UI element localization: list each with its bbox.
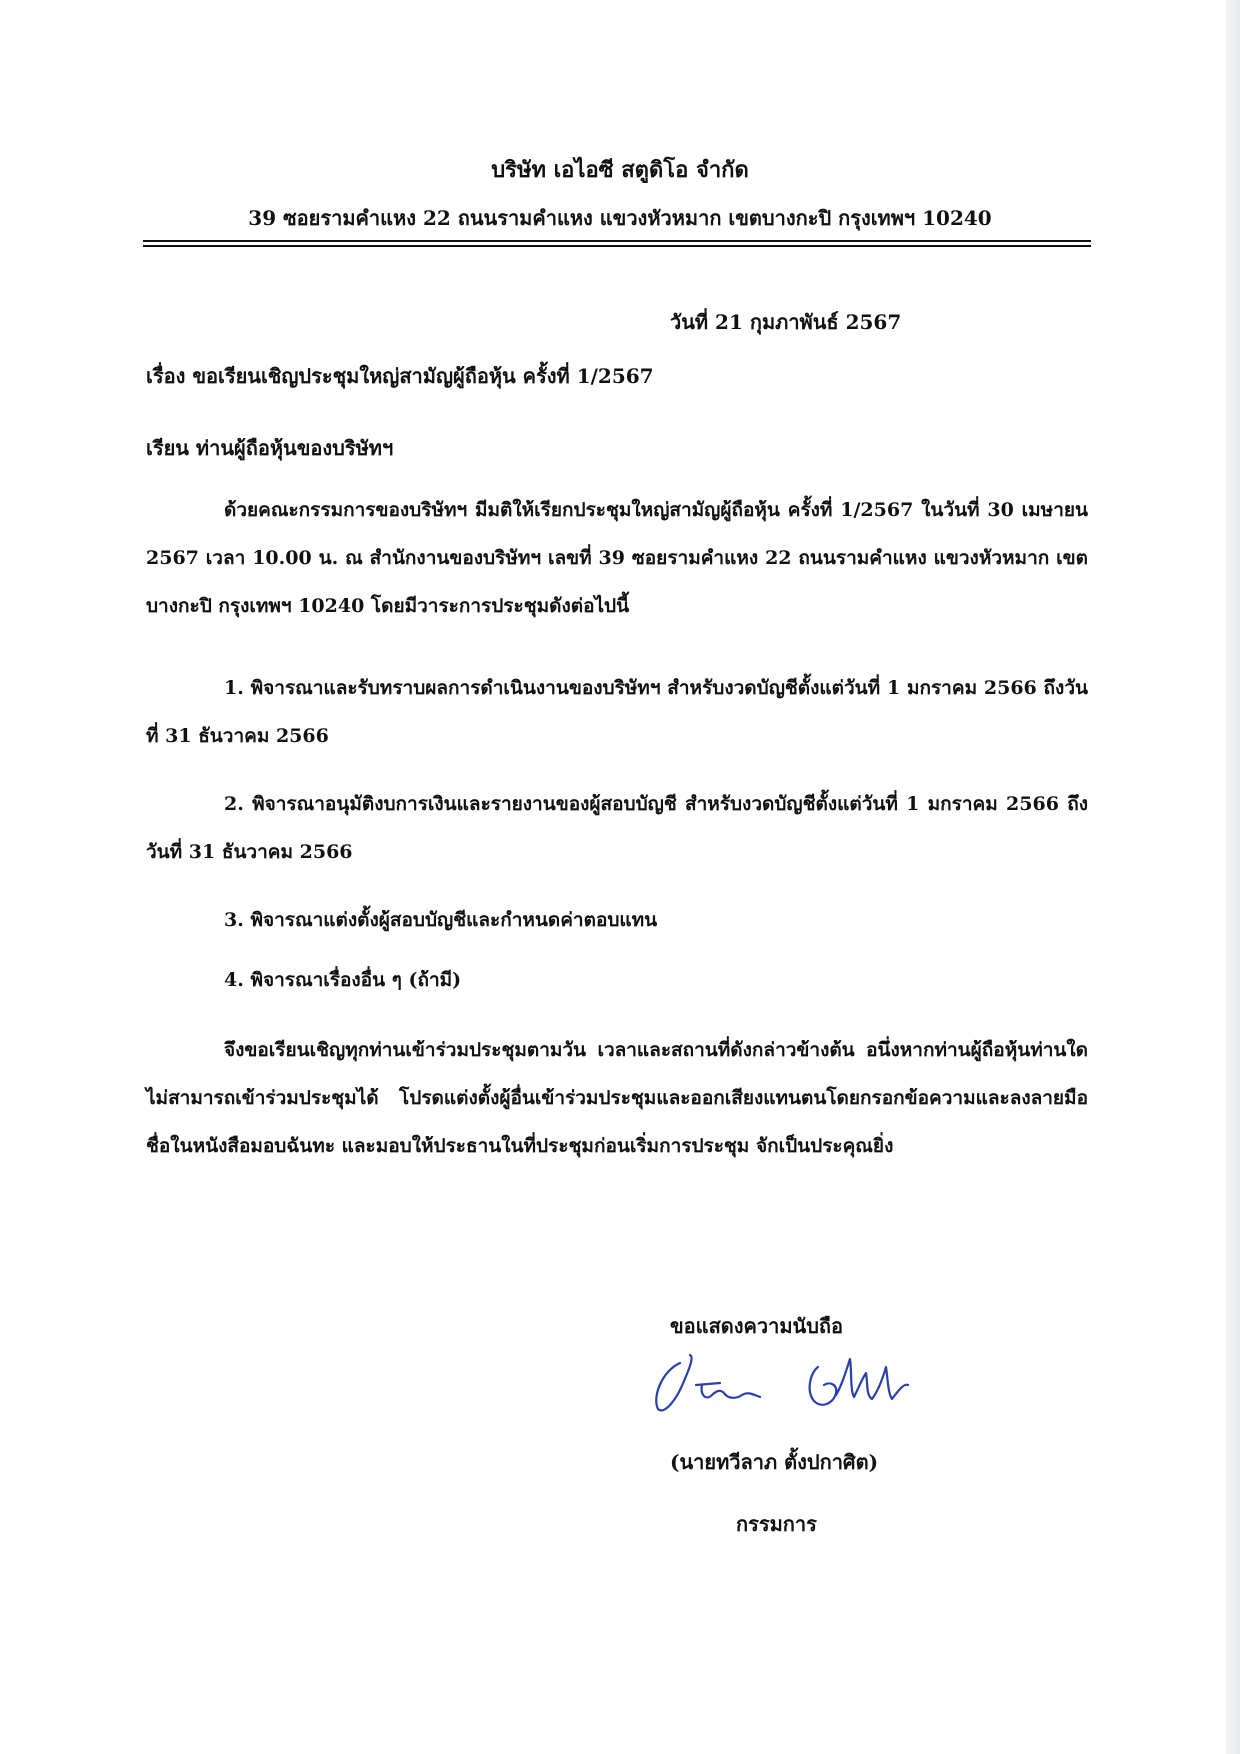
handwritten-signature [650,1345,970,1415]
closing-paragraph: จึงขอเรียนเชิญทุกท่านเข้าร่วมประชุมตามวัน เวลาและสถานที่ดังกล่าวข้างต้น อนึ่งหากท่านผู้ถือหุ้นท่านใดไม่สามารถเข้าร่วมประชุมได้ โปรดแต่งตั้งผู้อื่นเข้าร่วมประชุมและออกเสียงแทนตนโดยกรอกข้อความและลงลายมือชื่อในหนังสือมอบฉันทะ และมอบให้ประธานในที่ประชุมก่อนเริ่มการประชุม จักเป็นประคุณยิ่ง [146,1039,1088,1157]
header-divider [143,240,1091,247]
letter-salutation: เรียน ท่านผู้ถือหุ้นของบริษัทฯ [146,436,394,460]
scan-edge [1226,0,1240,1754]
agenda-item-2: 2. พิจารณาอนุมัติงบการเงินและรายงานของผู้สอบบัญชี สำหรับงวดบัญชีตั้งแต่วันที่ 1 มกราคม 2566 ถึงวันที่ 31 ธันวาคม 2566 [146,793,1088,863]
agenda-item-1: 1. พิจารณาและรับทราบผลการดำเนินงานของบริษัทฯ สำหรับงวดบัญชีตั้งแต่วันที่ 1 มกราคม 2566 ถึงวันที่ 31 ธันวาคม 2566 [146,677,1088,747]
intro-paragraph: ด้วยคณะกรรมการของบริษัทฯ มีมติให้เรียกประชุมใหญ่สามัญผู้ถือหุ้น ครั้งที่ 1/2567 ในวันที่ 30 เมษายน 2567 เวลา 10.00 น. ณ สำนักงานของบริษัทฯ เลขที่ 39 ซอยรามคำแหง 22 ถนนรามคำแหง แขวงหัวหมาก เขตบางกะปิ กรุงเทพฯ 10240 โดยมีวาระการประชุมดังต่อไปนี้ [146,499,1088,617]
signer-name: (นายทวีลาภ ตั้งปกาศิต) [670,1450,879,1474]
letter-date: วันที่ 21 กุมภาพันธ์ 2567 [670,310,902,334]
letter-subject: เรื่อง ขอเรียนเชิญประชุมใหญ่สามัญผู้ถือหุ้น ครั้งที่ 1/2567 [146,364,654,388]
agenda-item-4: 4. พิจารณาเรื่องอื่น ๆ (ถ้ามี) [224,969,462,991]
signer-title: กรรมการ [736,1512,817,1536]
agenda-item-3: 3. พิจารณาแต่งตั้งผู้สอบบัญชีและกำหนดค่าตอบแทน [224,909,658,931]
signoff: ขอแสดงความนับถือ [670,1314,844,1338]
company-name: บริษัท เอไอซี สตูดิโอ จำกัด [491,157,749,183]
company-address: 39 ซอยรามคำแหง 22 ถนนรามคำแหง แขวงหัวหมาก เขตบางกะปิ กรุงเทพฯ 10240 [248,206,992,230]
